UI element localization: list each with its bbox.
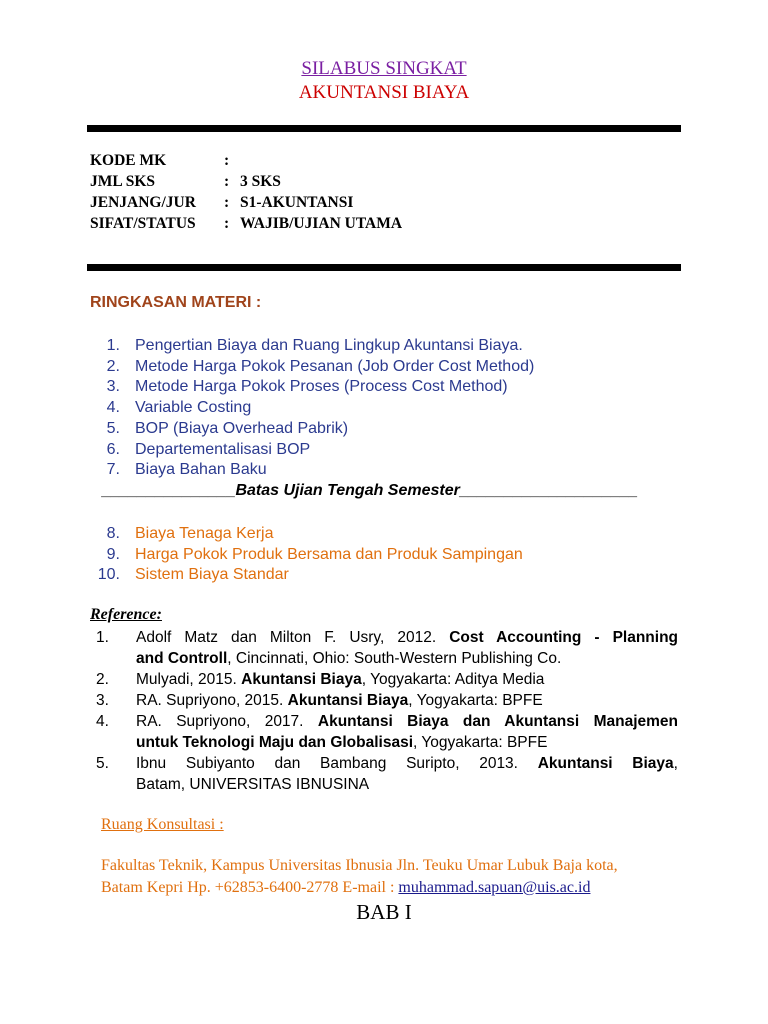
reference-list xyxy=(96,627,678,795)
konsultasi-heading: Ruang Konsultasi : xyxy=(101,816,224,833)
ringkasan-heading: RINGKASAN MATERI : xyxy=(90,294,262,311)
info-row-sifat: SIFAT/STATUS : WAJIB/UJIAN UTAMA xyxy=(90,215,403,232)
list-item: 6. Departementalisasi BOP xyxy=(106,440,311,458)
material-list-second-half xyxy=(88,524,523,586)
course-info xyxy=(90,150,402,234)
midterm-divider: _______________Batas Ujian Tengah Semester____________________ xyxy=(102,482,638,499)
reference-item: 4. RA. Supriyono, 2017. Akuntansi Biaya dan Akuntansi Manajemen untuk Teknologi Maju dan Globalisasi, Yogyakarta: BPFE xyxy=(96,713,678,751)
reference-heading: Reference: xyxy=(90,606,162,623)
course-title: AKUNTANSI BIAYA xyxy=(298,82,470,103)
konsultasi-address: Fakultas Teknik, Kampus Universitas Ibnusia Jln. Teuku Umar Lubuk Baja kota, Batam Kepri Hp. +62853-6400-2778 E-mail : muhammad.sapuan@uis.ac.id xyxy=(101,857,618,896)
list-item: 10. Sistem Biaya Standar xyxy=(97,566,289,584)
list-item: 5. BOP (Biaya Overhead Pabrik) xyxy=(106,419,349,437)
reference-item: 5. Ibnu Subiyanto dan Bambang Suripto, 2013. Akuntansi Biaya, Batam, UNIVERSITAS IBNUSINA xyxy=(96,755,678,793)
email-link[interactable]: muhammad.sapuan@uis.ac.id xyxy=(398,879,591,896)
reference-item: 2. Mulyadi, 2015. Akuntansi Biaya, Yogyakarta: Aditya Media xyxy=(96,671,545,688)
reference-item: 1. Adolf Matz dan Milton F. Usry, 2012. Cost Accounting - Planning and Controll, Cincinnati, Ohio: South-Western Publishing Co. xyxy=(96,629,679,667)
info-row-jenjang: JENJANG/JUR : S1-AKUNTANSI xyxy=(90,194,354,211)
top-divider xyxy=(87,125,681,132)
info-row-sks: JML SKS : 3 SKS xyxy=(90,173,281,190)
list-item: 7. Biaya Bahan Baku xyxy=(106,461,267,479)
bottom-divider xyxy=(87,264,681,271)
list-item: 2. Metode Harga Pokok Pesanan (Job Order Cost Method) xyxy=(106,357,535,375)
chapter-label: BAB I xyxy=(356,900,412,924)
syllabus-title: SILABUS SINGKAT xyxy=(301,58,467,79)
list-item: 8. Biaya Tenaga Kerja xyxy=(106,525,274,542)
list-item: 3. Metode Harga Pokok Proses (Process Cost Method) xyxy=(106,378,508,396)
list-item: 1. Pengertian Biaya dan Ruang Lingkup Akuntansi Biaya. xyxy=(106,337,523,354)
list-item: 4. Variable Costing xyxy=(106,399,252,417)
info-row-kode: KODE MK : xyxy=(90,152,230,169)
material-list-first-half xyxy=(88,336,534,481)
list-item: 9. Harga Pokok Produk Bersama dan Produk Sampingan xyxy=(106,545,523,563)
reference-item: 3. RA. Supriyono, 2015. Akuntansi Biaya, Yogyakarta: BPFE xyxy=(96,692,543,709)
